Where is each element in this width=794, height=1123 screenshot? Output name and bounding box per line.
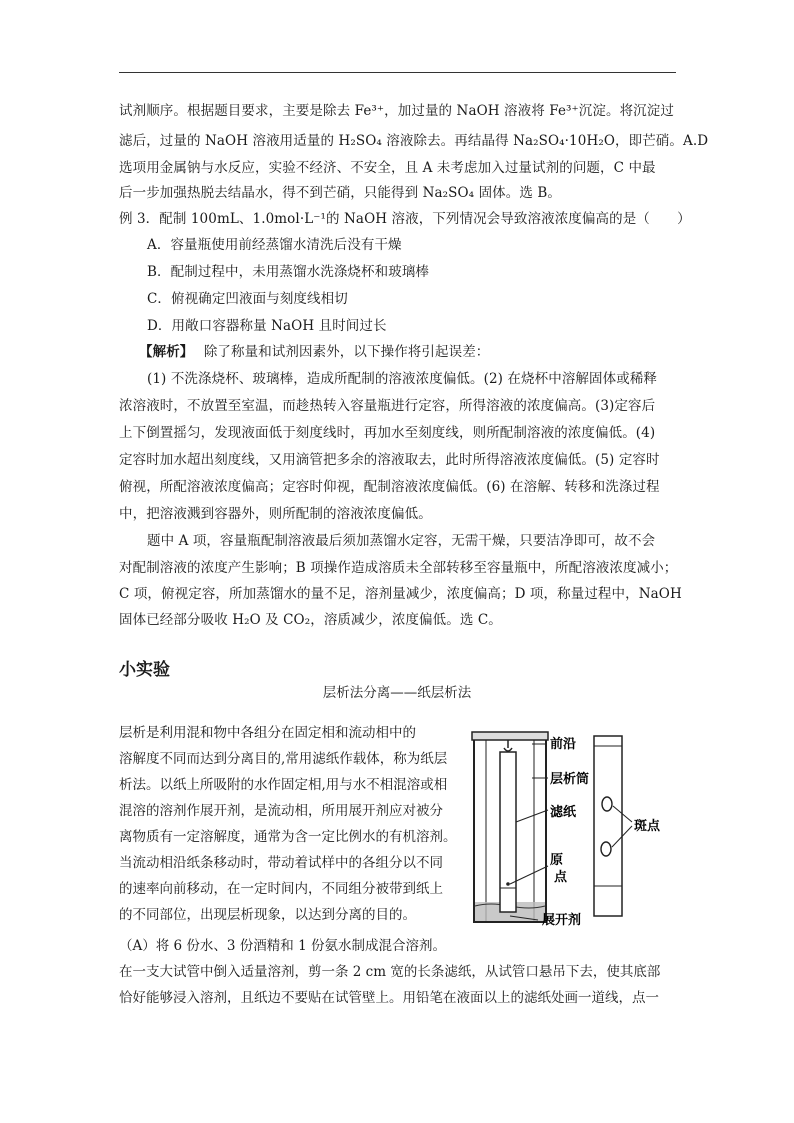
body-line: 在一支大试管中倒入适量溶剂，剪一条 2 cm 宽的长条滤纸，从试管口悬吊下去，使其底部 <box>119 964 661 980</box>
body-line: 混溶的溶剂作展开剂，是流动相，所用展开剂应对被分 <box>119 803 443 819</box>
label-solvent: 展开剂 <box>542 913 582 926</box>
body-line: 离物质有一定溶解度，通常为含一定比例水的有机溶剂。 <box>119 829 457 845</box>
analysis-label: 【解析】 <box>139 344 194 360</box>
paragraph-line: 试剂顺序。根据题目要求，主要是除去 Fe³⁺，加过量的 NaOH 溶液将 Fe³⁺沉淀。将沉淀过 <box>119 103 674 119</box>
label-front: 前沿 <box>550 737 577 752</box>
paragraph-line: 选项用金属钠与水反应，实验不经济、不安全，且 A 未考虑加入过量试剂的问题，C 中最 <box>119 160 656 176</box>
answer-line: 固体已经部分吸收 H₂O 及 CO₂，溶质减少，浓度偏低。选 C。 <box>119 612 502 628</box>
developed-strip <box>594 736 632 916</box>
body-line: 的不同部位，出现层析现象，以达到分离的目的。 <box>119 907 416 923</box>
label-origin-2: 点 <box>554 870 568 885</box>
filter-paper <box>500 740 516 912</box>
section-subtitle: 层析法分离——纸层析法 <box>322 685 472 701</box>
analysis-line: 浓溶液时，不放置至室温，而趁热转入容量瓶进行定容，所得溶液的浓度偏高。(3)定容后 <box>119 398 656 414</box>
paragraph-line: 后一步加强热脱去结晶水，得不到芒硝，只能得到 Na₂SO₄ 固体。选 B。 <box>119 185 561 201</box>
analysis-header <box>139 342 489 362</box>
option-d: D．用敞口容器称量 NaOH 且时间过长 <box>147 318 387 334</box>
option-b: B．配制过程中，未用蒸馏水洗涤烧杯和玻璃棒 <box>147 264 430 280</box>
chromatography-figure <box>470 726 680 926</box>
paragraph-line: 滤后，过量的 NaOH 溶液用适量的 H₂SO₄ 溶液除去。再结晶得 Na₂SO₄·10H₂O，即芒硝。A.D <box>119 133 709 149</box>
body-line: 恰好能够浸入溶剂，且纸边不要贴在试管壁上。用铅笔在液面以上的滤纸处画一道线，点一 <box>119 990 659 1006</box>
body-line: 层析是利用混和物中各组分在固定相和流动相中的 <box>119 725 416 741</box>
header-rule <box>119 72 676 73</box>
body-line: 析法。以纸上所吸附的水作固定相,用与水不相混溶或相 <box>119 777 448 793</box>
analysis-line: 定容时加水超出刻度线，又用滴管把多余的溶液取去，此时所得溶液浓度偏低。(5) 定容时 <box>119 452 660 468</box>
example-question: 例 3．配制 100mL、1.0mol·L⁻¹的 NaOH 溶液，下列情况会导致溶液浓度偏高的是（ ） <box>119 211 691 227</box>
body-line: （A）将 6 份水、3 份酒精和 1 份氨水制成混合溶剂。 <box>119 938 446 954</box>
analysis-line: 上下倒置摇匀，发现液面低于刻度线时，再加水至刻度线，则所配制溶液的浓度偏低。(4) <box>119 425 656 441</box>
section-heading: 小实验 <box>119 660 170 680</box>
option-c: C．俯视确定凹液面与刻度线相切 <box>147 291 348 307</box>
label-paper: 滤纸 <box>550 805 577 820</box>
answer-line: 对配制溶液的浓度产生影响；B 项操作造成溶质未全部转移至容量瓶中，所配溶液浓度减小； <box>119 560 678 576</box>
option-a: A．容量瓶使用前经蒸馏水清洗后没有干燥 <box>147 237 402 253</box>
body-line: 的速率向前移动，在一定时间内，不同组分被带到纸上 <box>119 881 443 897</box>
analysis-line: 俯视，所配溶液浓度偏高；定容时仰视，配制溶液浓度偏低。(6) 在溶解、转移和洗涤过程 <box>119 479 660 495</box>
analysis-line: (1) 不洗涤烧杯、玻璃棒，造成所配制的溶液浓度偏低。(2) 在烧杯中溶解固体或稀释 <box>147 371 658 387</box>
label-tube: 层析筒 <box>550 772 590 787</box>
body-line: 溶解度不同而达到分离目的,常用滤纸作载体，称为纸层 <box>119 751 448 767</box>
answer-line: C 项，俯视定容，所加蒸馏水的量不足，溶剂量减少，浓度偏高；D 项，称量过程中，NaOH <box>119 586 682 602</box>
answer-line: 题中 A 项，容量瓶配制溶液最后须加蒸馏水定容，无需干燥，只要洁净即可，故不会 <box>147 533 656 549</box>
analysis-line: 中，把溶液溅到容器外，则所配制的溶液浓度偏低。 <box>119 506 432 522</box>
label-origin-1: 原 <box>550 853 564 868</box>
label-spots: 斑点 <box>634 819 661 834</box>
analysis-intro: 除了称量和试剂因素外，以下操作将引起误差： <box>203 344 490 360</box>
body-line: 当流动相沿纸条移动时，带动着试样中的各组分以不同 <box>119 855 443 871</box>
